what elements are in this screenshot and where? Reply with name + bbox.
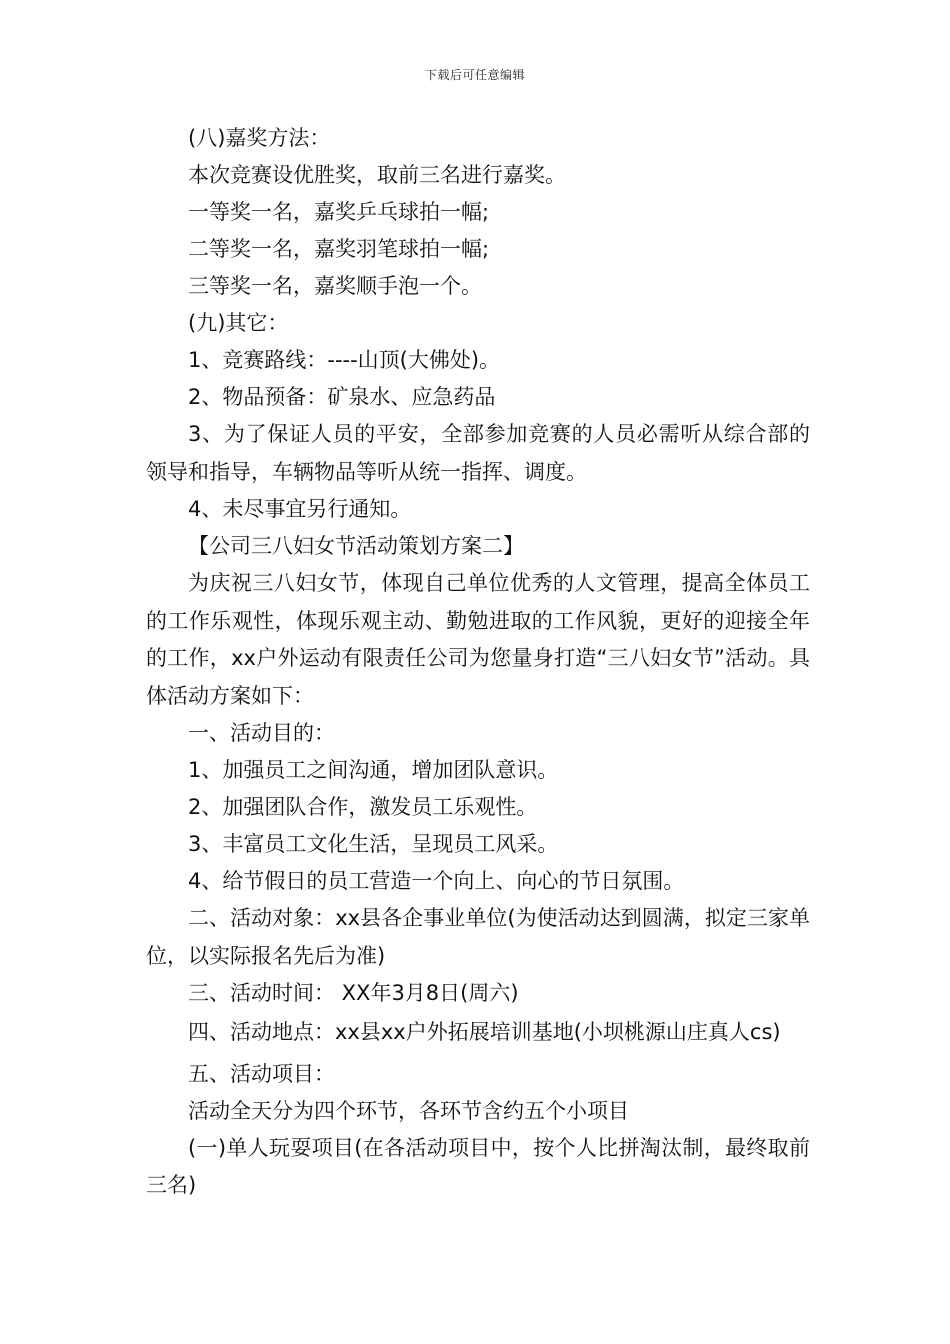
time-line: 三、活动时间： XX年3月8日(周六) xyxy=(188,981,519,1005)
target-paragraph: 二、活动对象：xx县各企事业单位(为使活动达到圆满，拟定三家单位，以实际报名先后为准) xyxy=(146,906,810,968)
notice-line: 4、未尽事宜另行通知。 xyxy=(188,497,412,521)
place-paragraph: 四、活动地点：xx县xx户外拓展培训基地(小坝桃源山庄真人cs) xyxy=(188,1020,781,1044)
items-description: 活动全天分为四个环节，各环节含约五个小项目 xyxy=(188,1098,629,1123)
other-heading: (九)其它： xyxy=(188,311,289,335)
document-body xyxy=(146,120,810,1205)
section-title: 【公司三八妇女节活动策划方案二】 xyxy=(188,534,524,558)
supplies: 2、物品预备：矿泉水、应急药品 xyxy=(188,385,496,409)
goal-item: 1、加强员工之间沟通，增加团队意识。 xyxy=(188,758,559,782)
race-route: 1、竞赛路线：----山顶(大佛处)。 xyxy=(188,348,501,372)
single-game-paragraph: (一)单人玩耍项目(在各活动项目中，按个人比拼淘汰制，最终取前三名) xyxy=(146,1135,810,1197)
goal-item: 3、丰富员工文化生活，呈现员工风采。 xyxy=(188,832,559,856)
second-prize: 二等奖一名，嘉奖羽笔球拍一幅; xyxy=(188,237,490,261)
goal-item: 4、给节假日的员工营造一个向上、向心的节日氛围。 xyxy=(188,869,685,893)
goals-heading: 一、活动目的： xyxy=(188,721,335,745)
intro-paragraph: 为庆祝三八妇女节，体现自己单位优秀的人文管理，提高全体员工的工作乐观性，体现乐观主动、勤勉进取的工作风貌，更好的迎接全年的工作，xx户外运动有限责任公司为您量身打造“三八妇女节”活动。具体活动方案如下： xyxy=(146,571,810,708)
page-header: 下载后可任意编辑 xyxy=(424,68,525,82)
third-prize: 三等奖一名，嘉奖顺手泡一个。 xyxy=(188,274,482,298)
goal-item: 2、加强团队合作，激发员工乐观性。 xyxy=(188,795,538,819)
award-method-heading: (八)嘉奖方法： xyxy=(188,126,331,150)
award-summary: 本次竞赛设优胜奖，取前三名进行嘉奖。 xyxy=(188,163,566,187)
first-prize: 一等奖一名，嘉奖乒乓球拍一幅; xyxy=(188,200,490,224)
items-heading: 五、活动项目： xyxy=(188,1061,335,1086)
safety-paragraph: 3、为了保证人员的平安，全部参加竞赛的人员必需听从综合部的领导和指导，车辆物品等听从统一指挥、调度。 xyxy=(146,422,810,484)
